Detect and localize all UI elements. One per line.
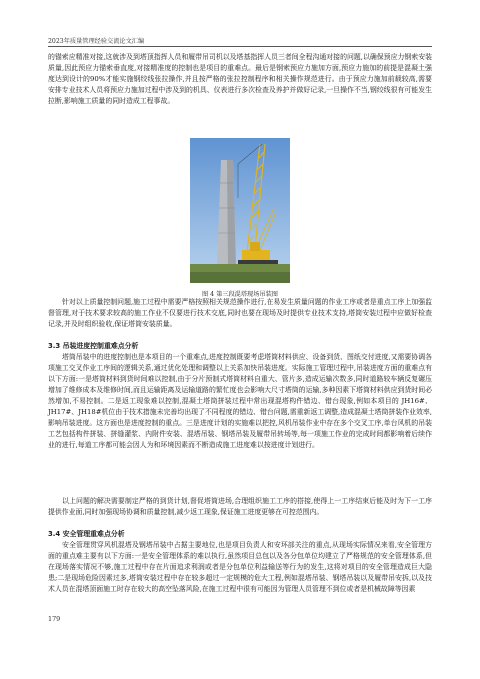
paragraph-prestress: 的锚索应精准对接,这就涉及到塔顶指挥人员和履带吊司机以及塔基指挥人员三者间全程沟通对接的问题,以确保预应力钢索安装质量,因此预应力锚索垂直度,对接精准度的控制也是项目的重难点。最后是钢索预应力施加方面,预应力施加的前提是混凝土强度达到设计的90%才能实施钢绞线张拉操作,并且按严格的张拉控制程序和相关操作规范进行。由于预应力施加前载较高,需要安排专业技术人员将预应力施加过程中涉及到的机具、仪表进行多次检查及养护并做好记录,一旦操作不当,钢绞线很有可能发生拉断,影响施工质量的同时造成工程事故。 — [48, 53, 432, 106]
figure-caption: 图 4 第三段混塔现场吊装图 — [202, 291, 278, 298]
header-divider — [48, 46, 432, 47]
section-heading-3-4: 3.4 安全管理重难点分析 — [48, 530, 125, 538]
paragraph-schedule-solution: 以上问题的解决需要制定严格的到货计划,督促塔筒进场,合理组织施工工序的搭接,使得上一工序结束后能及时为下一工序提供作业面,同时加强现场协调和质量控制,减少返工现象,保证施工进度更够在可控范围内。 — [48, 497, 432, 517]
running-header: 2023年质量管理经验交流论文汇编 — [48, 38, 145, 45]
page-number: 179 — [48, 615, 61, 623]
tower-crane-photo-icon — [190, 138, 290, 283]
paragraph-quality-control: 针对以上质量控制问题,施工过程中需要严格按照相关规范操作进行,在易发生质量问题的作业工序或者是重点工序上加强监督管理,对于技术要求较高的施工作业不仅要进行技术交底,同时也要在现场及时提供专业技术支持,塔筒安装过程中应做好检查记录,并及时组织验收,保证塔筒安装质量。 — [48, 298, 432, 329]
figure-crane-photo — [190, 138, 290, 283]
paragraph-safety-management: 安全管理贯穿风机混塔及钢塔吊装中占据主要地位,也是项目负责人和安环部关注的重点,从现场实际情况来看,安全管理方面的重点难主要有以下方面:一是安全管理体系的难以执行,虽然项目总包以及各分包单位均建立了严格规范的安全管理体系,但在现场落实情况不够,施工过程中存在片面追求利润或者是分包单位利益输送等行为的发生,这将对项目的安全管理造成巨大隐患;二是现场危险因素过多,塔筒安装过程中存在较多超过一定规模的危大工程,例如混塔吊装、钢塔吊装以及履带吊安拆,以及技术人员在混塔顶面施工时存在较大的高空坠落风险,在施工过程中很有可能因为管理人员管理不到位或者是机械故障等因素 — [48, 541, 432, 594]
section-heading-3-3: 3.3 吊装进度控制重难点分析 — [48, 342, 139, 350]
paragraph-schedule-control: 塔筒吊装中的进度控制也是本项目的一个重难点,进度控制既要考虑塔筒材料供应、设备到货、图纸交付进度,又需要协调各项施工交叉作业工序间的逻辑关系,通过优化处理和调整以上关系加快吊装进度。实际施工管理过程中,吊装进度方面的重难点有以下方面:一是塔筒材料到货时间难以控制,由于分片预制式塔筒材料自重大、管片多,造成运输次数多,同时道路较车辆反复碾压增加了维修成本及维修时间,而且运输距离及运输道路的繁忙度也会影响大尺寸塔筒的运输,多种因素下塔筒材料供应到货时间必然增加,不易控制。二是返工现象难以控制,混凝土塔筒拼装过程中常出现混塔构件错边、错台现象,例如本项目的 JH16#、JH17#、JH18#机位由于技术措施未完善均出现了不同程度的错边、错台问题,需重新返工调整,造成混凝土塔筒拼装作业效率,影响吊装进度。这方面也是进度控制的重点。三是进度计划的实施难以把控,风机吊装作业中存在多个交叉工序,单台风机的吊装工艺包括构件拼装、拼缝灌浆、内附件安装、混塔吊装、钢塔吊装及履带吊转场等,每一项施工作业的完成时间都影响着后续作业的进行,每道工序都可能会因人为和环境因素而不断造成施工进度难以按进度计划进行。 — [48, 353, 432, 450]
